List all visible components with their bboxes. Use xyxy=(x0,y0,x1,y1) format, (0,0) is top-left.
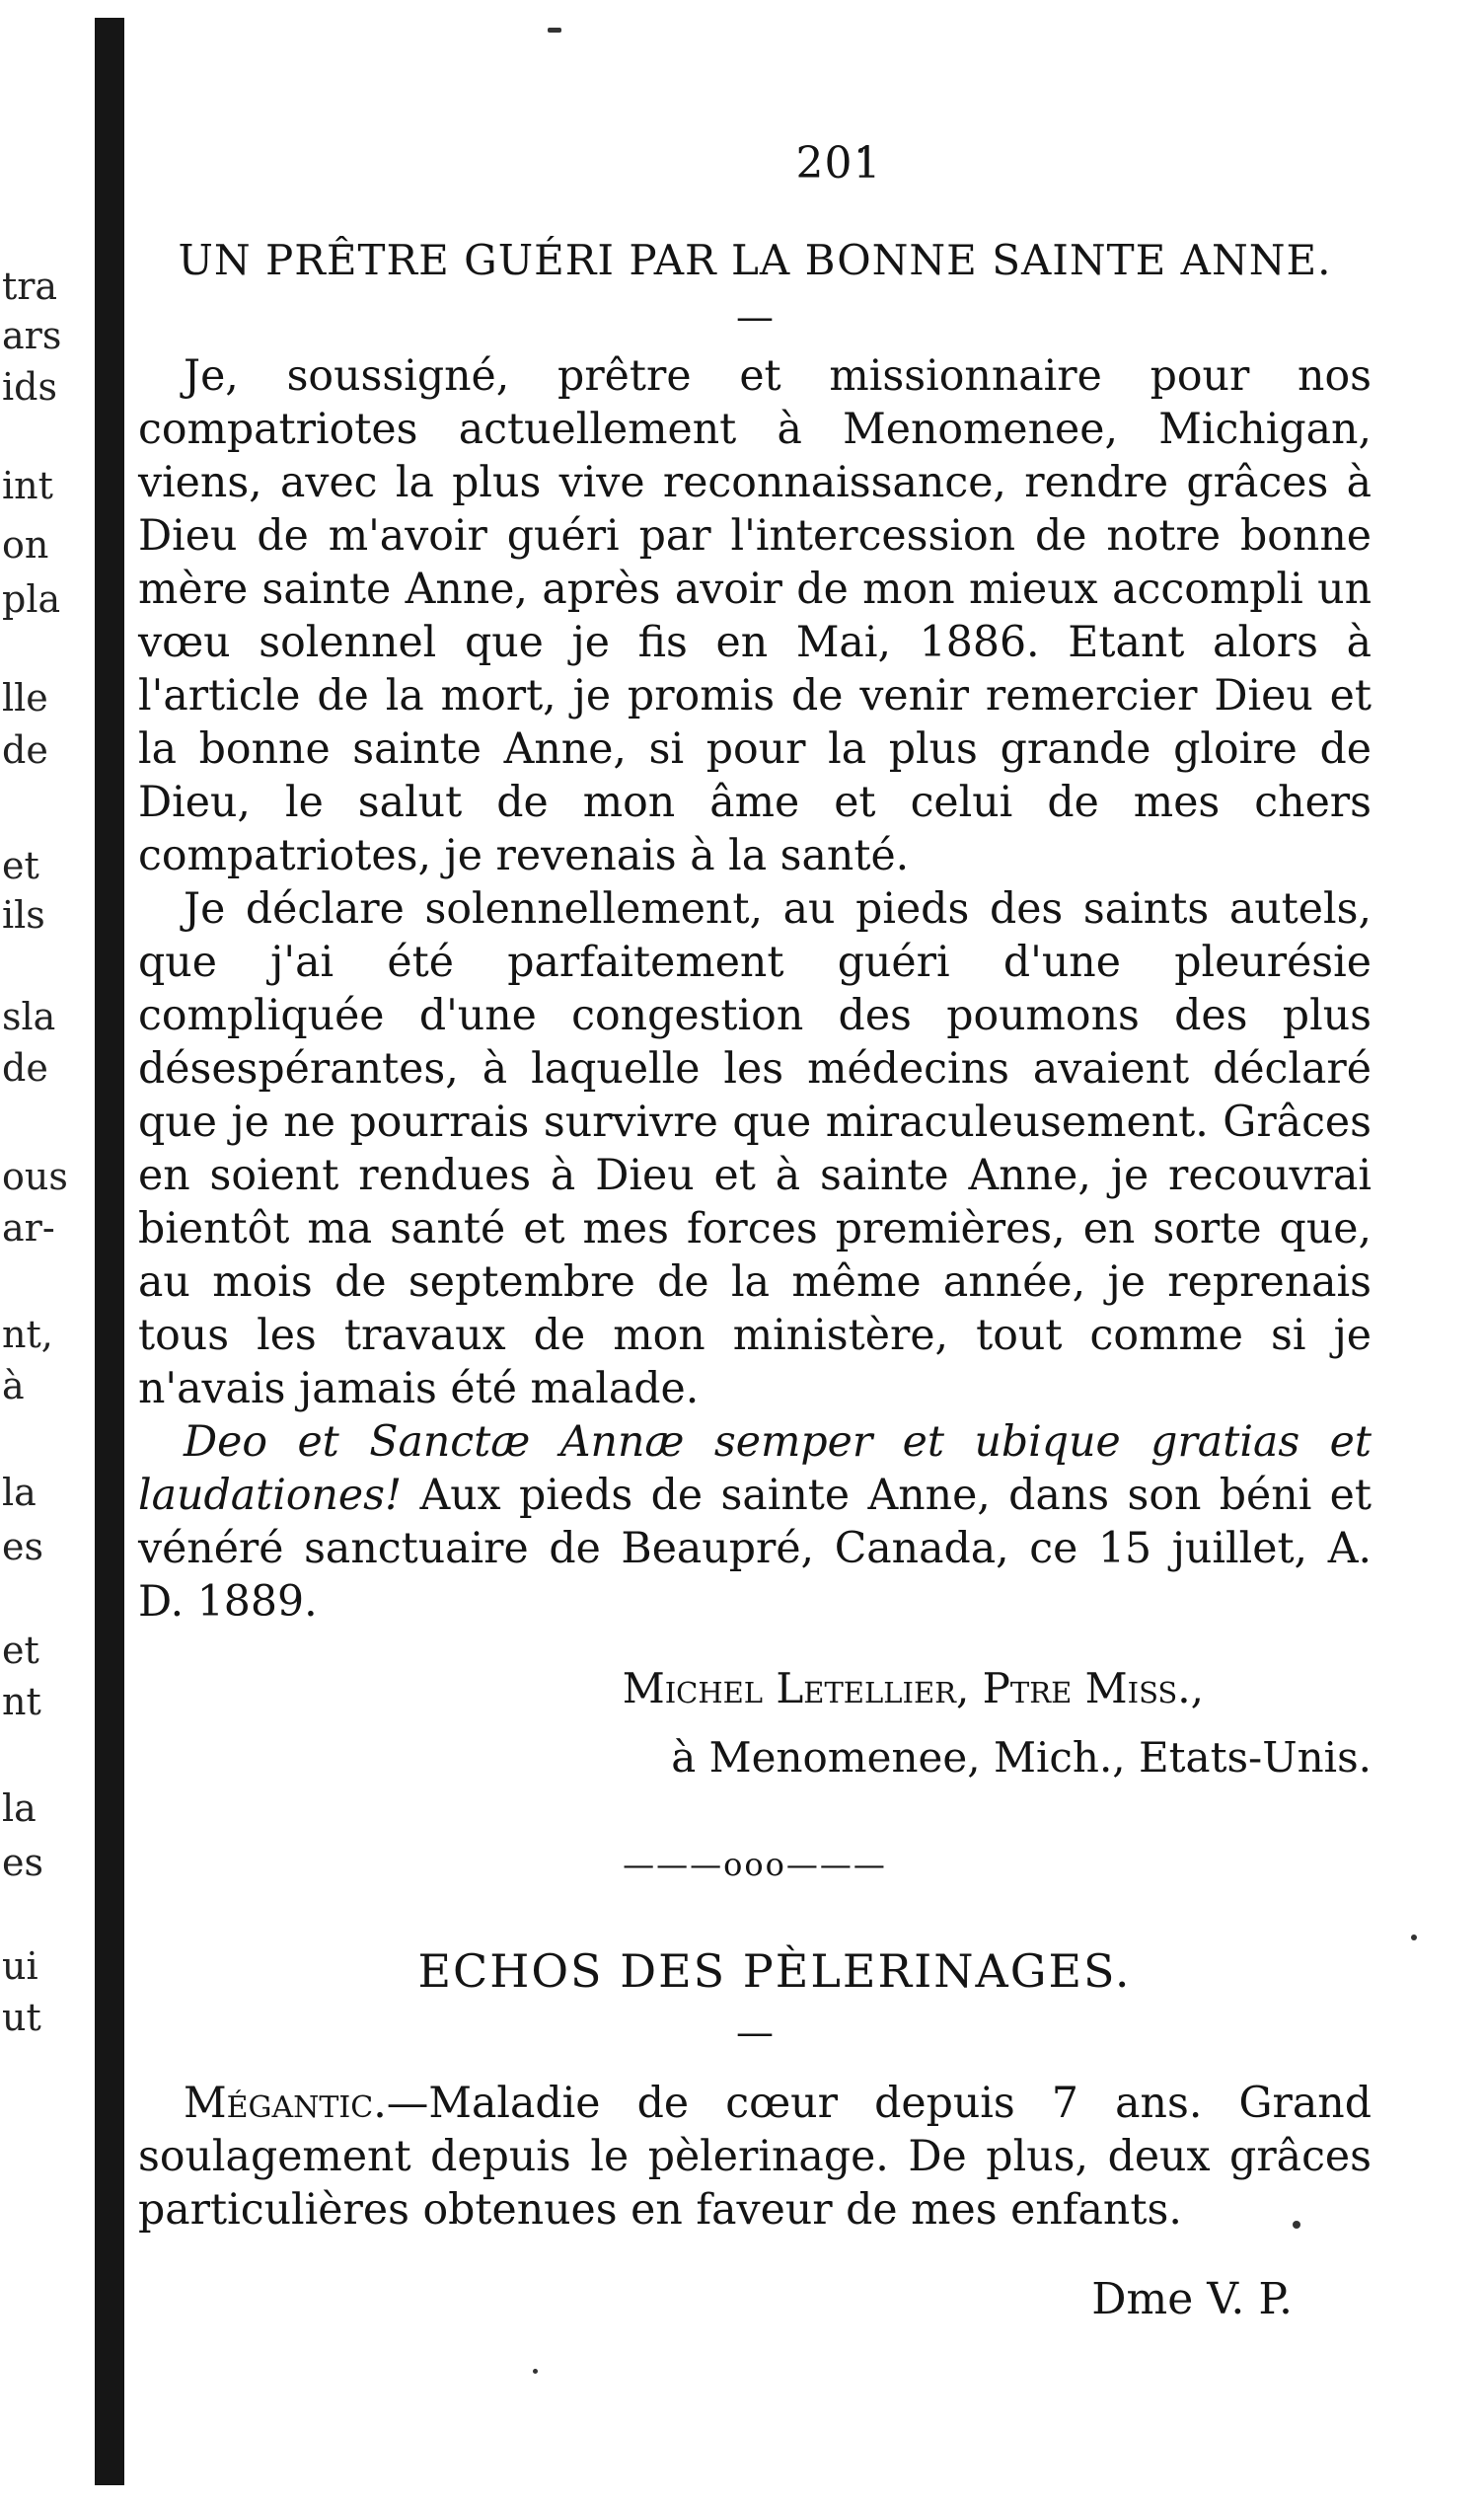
margin-fragment: de xyxy=(2,728,48,772)
left-margin-fragments xyxy=(0,0,89,2504)
echo-initials: Dme V. P. xyxy=(1091,2274,1293,2324)
margin-fragment: ars xyxy=(2,314,62,357)
margin-fragment: ils xyxy=(2,893,45,937)
print-speck xyxy=(1411,1935,1417,1940)
echoes-section xyxy=(138,1944,1372,2324)
section-title: ECHOS DES PÈLERINAGES. xyxy=(417,1944,1132,1998)
margin-fragment: tra xyxy=(2,265,58,308)
signature-name: Michel Letellier, Ptre Miss., xyxy=(622,1664,1204,1712)
closing-text: Aux pieds de sainte Anne, dans son béni et vénéré sanctuaire de Beaupré, Canada, ce 15 juillet, A. D. 1889. xyxy=(138,1471,1372,1627)
margin-fragment: sla xyxy=(2,995,56,1038)
section-dash: — xyxy=(736,2011,774,2054)
page-number: 201 xyxy=(795,138,882,189)
testimony-article xyxy=(138,236,1372,1784)
margin-fragment: int xyxy=(2,464,53,507)
print-speck xyxy=(533,2369,538,2374)
margin-fragment: à xyxy=(2,1364,25,1407)
margin-fragment: la xyxy=(2,1471,37,1514)
margin-fragment: on xyxy=(2,523,49,567)
article-paragraph: Je déclare solennellement, au pieds des saints autels, que j'ai été parfaitement guéri d'une pleurésie compliquée d'une congestion des poumons des plus désespérantes, à laquelle les médecins avaient déclaré que je ne pourrais survivre que miraculeusement. Grâces en soient rendues à Dieu et à sainte Anne, je recouvrai bientôt ma santé et mes forces premières, en sorte que, au mois de septembre de la même année, je reprenais tous les travaux de mon ministère, tout comme si je n'avais jamais été malade. xyxy=(138,884,1372,1413)
margin-fragment: de xyxy=(2,1046,48,1090)
latin-thanksgiving: Deo et Sanctæ Annæ semper et ubique gratias et laudationes! xyxy=(138,1417,1372,1520)
binding-shadow xyxy=(95,18,124,2485)
margin-fragment: pla xyxy=(2,577,61,621)
title-dash: — xyxy=(736,295,774,339)
print-speck xyxy=(548,28,561,33)
article-closing xyxy=(138,1415,1372,1629)
margin-fragment: nt xyxy=(2,1680,41,1723)
margin-fragment: ar- xyxy=(2,1206,55,1250)
signature-place: à Menomenee, Mich., Etats-Unis. xyxy=(671,1733,1372,1782)
ornamental-separator: ———ooo——— xyxy=(623,1846,887,1883)
margin-fragment: ui xyxy=(2,1944,38,1988)
echo-place: Mégantic. xyxy=(184,2079,387,2128)
margin-fragment: ous xyxy=(2,1155,68,1198)
echo-text: —Maladie de cœur depuis 7 ans. Grand soulagement depuis le pèlerinage. De plus, deux grâces particulières obtenues en faveur de mes enfants. xyxy=(138,2079,1372,2235)
article-paragraph: Je, soussigné, prêtre et missionnaire pour nos compatriotes actuellement à Menomenee, Michigan, viens, avec la plus vive reconnaissance, rendre grâces à Dieu de m'avoir guéri par l'intercession de notre bonne mère sainte Anne, après avoir de mon mieux accompli un vœu solennel que je fis en Mai, 1886. Etant alors à l'article de la mort, je promis de venir remercier Dieu et la bonne sainte Anne, si pour la plus grande gloire de Dieu, le salut de mon âme et celui de mes chers compatriotes, je revenais à la santé. xyxy=(138,351,1372,880)
margin-fragment: ids xyxy=(2,365,57,409)
echo-entry xyxy=(138,2077,1372,2237)
page-content xyxy=(138,138,1372,2324)
margin-fragment: ut xyxy=(2,1996,41,2039)
margin-fragment: la xyxy=(2,1786,37,1830)
margin-fragment: es xyxy=(2,1841,43,1884)
margin-fragment: nt, xyxy=(2,1313,53,1356)
margin-fragment: et xyxy=(2,844,39,887)
margin-fragment: lle xyxy=(2,676,48,720)
article-title: UN PRÊTRE GUÉRI PAR LA BONNE SAINTE ANNE. xyxy=(178,236,1332,284)
margin-fragment: es xyxy=(2,1525,43,1568)
margin-fragment: et xyxy=(2,1629,39,1672)
